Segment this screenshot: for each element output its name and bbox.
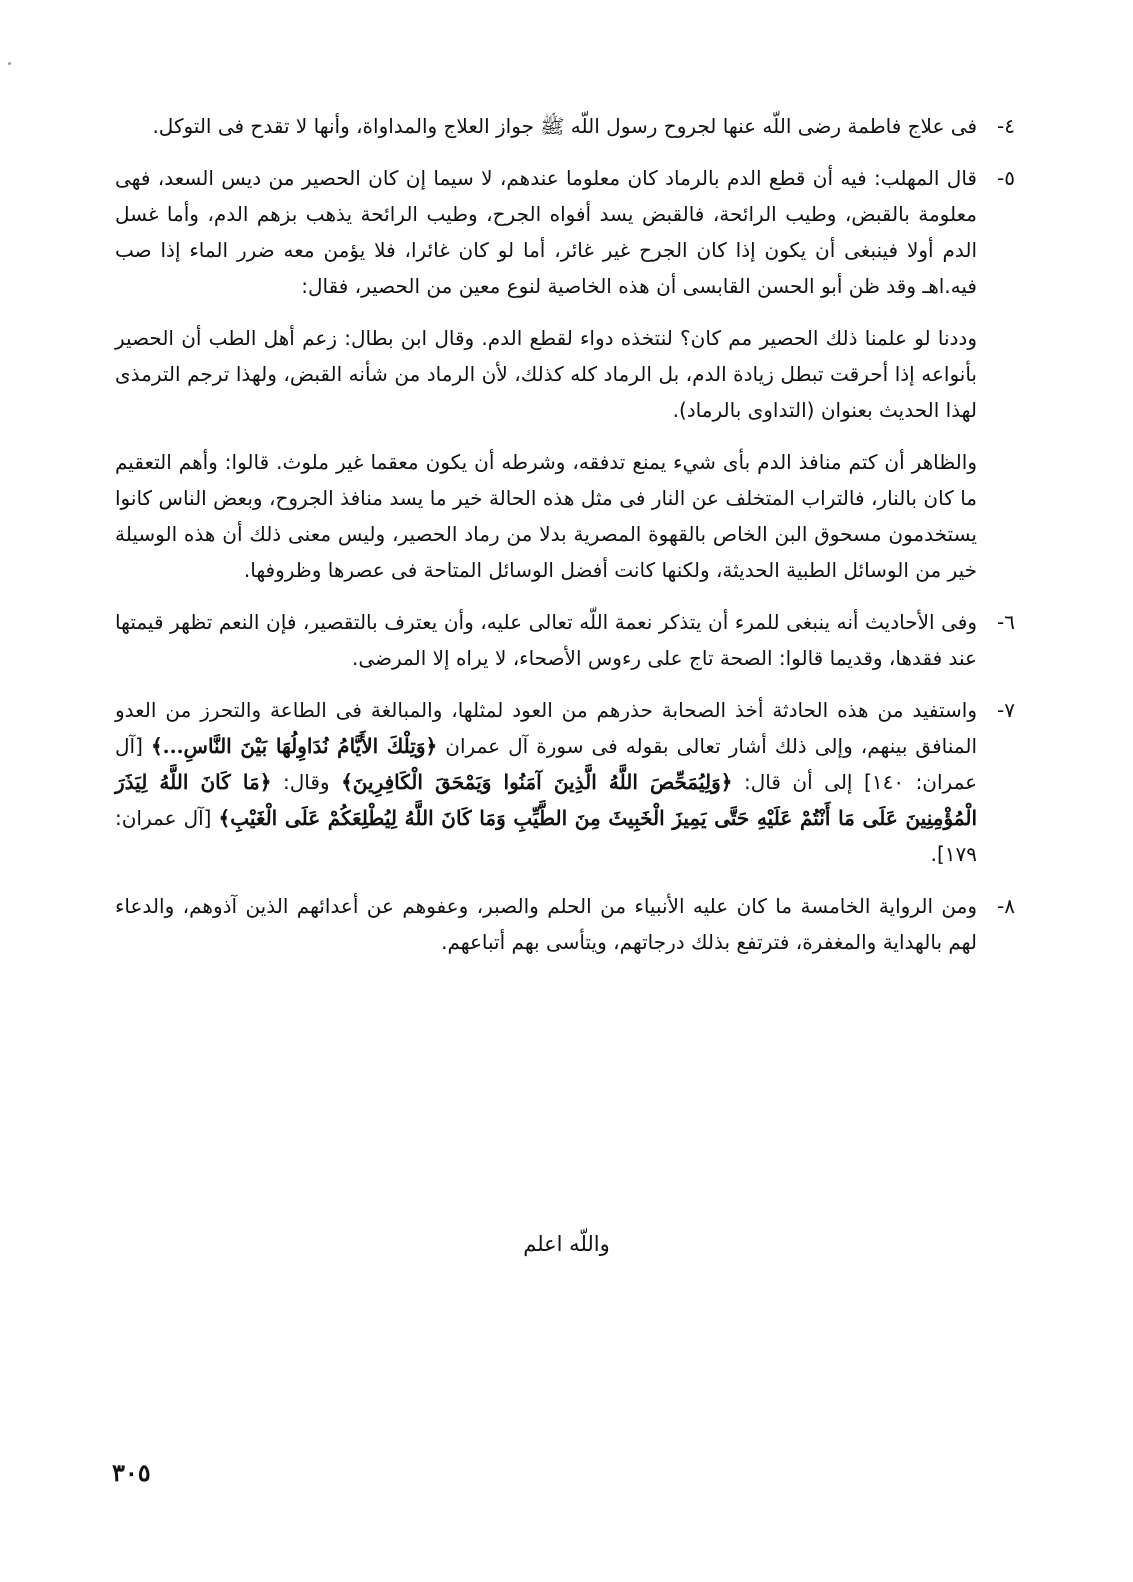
item-text bbox=[115, 692, 977, 872]
list-item-5 bbox=[115, 160, 1015, 304]
list-item-6 bbox=[115, 604, 1015, 676]
page-number: ٣٠٥ bbox=[112, 1458, 151, 1487]
list-item-7 bbox=[115, 692, 1015, 872]
closing-phrase: واللّه اعلم bbox=[523, 1232, 610, 1256]
item-number: ٨- bbox=[997, 894, 1015, 918]
item-text: وفى الأحاديث أنه ينبغى للمرء أن يتذكر نعمة اللّه تعالى عليه، وأن يعترف بالتقصير، فإن النعم تظهر قيمتها عند فقدها، وقديما قالوا: الصحة تاج على رءوس الأصحاء، لا يراه إلا المرضى. bbox=[115, 610, 977, 670]
item-text: قال المهلب: فيه أن قطع الدم بالرماد كان معلوما عندهم، لا سيما إن كان الحصير من ديس السعد، فهى معلومة بالقبض، وطيب الرائحة، فالقبض يسد أفواه الجرح، وطيب الرائحة يذهب بزهم الدم، وأما غسل الدم أولا فينبغى أن يكون إذا كان الجرح غير غائر، أما لو كان غائرا، فلا يؤمن معه ضرر الماء إذا صب فيه.اهـ وقد ظن أبو الحسن القابسى أن هذه الخاصية لنوع معين من الحصير، فقال: bbox=[115, 166, 977, 298]
item7-said: وقال: bbox=[282, 770, 330, 794]
item-text: فى علاج فاطمة رضى اللّه عنها لجروح رسول اللّه ﷺ جواز العلاج والمداواة، وأنها لا تقدح فى التوكل. bbox=[152, 114, 977, 138]
scan-speck bbox=[8, 62, 11, 65]
verse-reference-1: [آل عمران: ١٤٠] bbox=[115, 734, 978, 794]
quran-verse-1: ﴿وَتِلْكَ الأَيَّامُ نُدَاوِلُهَا بَيْنَ النَّاسِ...﴾ bbox=[150, 734, 438, 758]
quran-verse-2: ﴿وَلِيُمَحِّصَ اللَّهُ الَّذِينَ آمَنُوا وَيَمْحَقَ الْكَافِرِينَ﴾ bbox=[341, 770, 733, 794]
item-number: ٤- bbox=[997, 114, 1015, 138]
item-number: ٥- bbox=[997, 166, 1015, 190]
item7-between: إلى أن قال: bbox=[744, 770, 853, 794]
item-text: ومن الرواية الخامسة ما كان عليه الأنبياء من الحلم والصبر، وعفوهم عن أعدائهم الذين آذوهم، والدعاء لهم بالهداية والمغفرة، فترتفع بذلك درجاتهم، ويتأسى بهم أتباعهم. bbox=[115, 894, 977, 954]
verse-reference-3: [آل عمران: ١٧٩]. bbox=[115, 806, 977, 866]
main-text bbox=[115, 108, 1015, 976]
list-item-8 bbox=[115, 888, 1015, 960]
item-number: ٧- bbox=[997, 698, 1015, 722]
quote-paragraph: وددنا لو علمنا ذلك الحصير مم كان؟ لنتخذه دواء لقطع الدم. وقال ابن بطال: زعم أهل الطب أن الحصير بأنواعه إذا أحرقت تبطل زيادة الدم، بل الرماد كله كذلك، لأن الرماد من شأنه القبض، ولهذا ترجم الترمذى لهذا الحديث بعنوان (التداوى بالرماد). bbox=[115, 326, 977, 422]
item-number: ٦- bbox=[997, 610, 1015, 634]
item7-intro: واستفيد من هذه الحادثة أخذ الصحابة حذرهم من العود لمثلها، والمبالغة فى الطاعة والتحرز من العدو المنافق بينهم، وإلى ذلك أشار تعالى بقوله فى سورة آل عمران bbox=[115, 698, 978, 758]
commentary-paragraph: والظاهر أن كتم منافذ الدم بأى شيء يمنع تدفقه، وشرطه أن يكون معقما غير ملوث. قالوا: وأهم التعقيم ما كان بالنار، فالتراب المتخلف عن النار فى مثل هذه الحالة خير ما يسد منافذ الجروح، وبعض الناس كانوا يستخدمون مسحوق البن الخاص بالقهوة المصرية بدلا من رماد الحصير، وليس معنى ذلك أن هذه الوسيلة خير من الوسائل الطبية الحديثة، ولكنها كانت أفضل الوسائل المتاحة فى عصرها وظروفها. bbox=[115, 450, 977, 582]
quran-verse-3: ﴿مَا كَانَ اللَّهُ لِيَذَرَ الْمُؤْمِنِينَ عَلَى مَا أَنْتُمْ عَلَيْهِ حَتَّى يَمِيزَ الْخَبِيثَ مِنَ الطَّيِّبِ وَمَا كَانَ اللَّهُ لِيُطْلِعَكُمْ عَلَى الْغَيْبِ﴾ bbox=[115, 770, 978, 830]
list-item-4 bbox=[115, 108, 1015, 144]
